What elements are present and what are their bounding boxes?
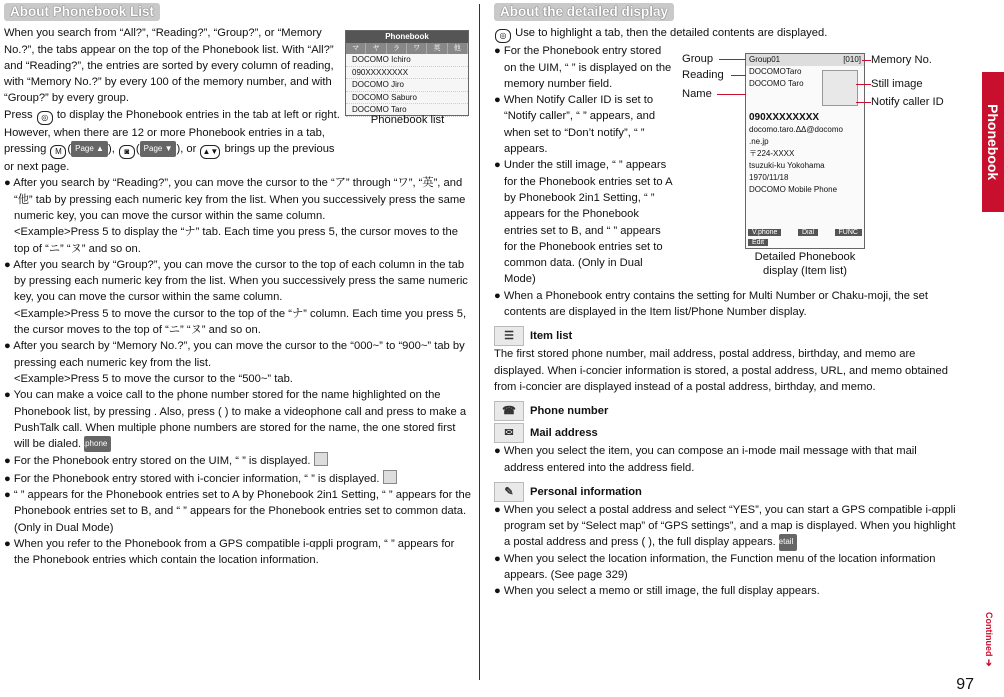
phone-icon: ☎ [494,401,524,421]
list-item: DOCOMO Taro [346,104,468,117]
detailed-display-caption: Detailed Phonebook display (Item list) [754,251,856,277]
label-memory-no: Memory No. [871,54,932,66]
bullet-postal: ● When you select a postal address and select “YES”, you can start a GPS compatible i-αppli program set by “Select map” of “GPS settings”, and a map is displayed. When you highlight a postal address and press ( ), the full display appears. Detail [494,502,956,551]
mail-address-heading: ✉ Mail address [494,423,956,443]
chapter-tab: Phonebook [982,72,1004,212]
list-item: DOCOMO Jiro [346,79,468,92]
screen-title: Phonebook [346,31,468,43]
item-list-text: The first stored phone number, mail address, postal address, birthday, and memo are displayed. When i-concier information is stored, a postal address, URL, and memo obtained from i-concier are displayed instead of a postal address, birthday, and memo. [494,348,948,393]
screen-tabs [346,43,468,54]
label-notify-caller: Notify caller ID [871,96,944,108]
bullet-location: ● When you select the location information, the Function menu of the location information appears. (See page 329) [494,552,936,582]
item-list-heading: ☰ Item list [494,326,956,346]
screen-tab: ワ [407,43,427,54]
softkey-mid: Dial [798,229,818,236]
address-field: tsuzuki-ku Yokohama [749,161,825,170]
bullet-memory: ● After you search by “Memory No.?”, you can move the cursor to the “000~” to “900~” tab by pressing each numeric key from the list. [4,340,465,369]
personal-info-heading: ✎ Personal information [494,482,956,502]
phone-number-heading: ☎ Phone number [494,401,956,421]
bullet-2in1-detail: ● Under the still image, “ ” appears for the Phonebook entries set to A by Phonebook 2in1 Setting, “ ” appears for the Phonebook entries set to B, and “ ” appears for the Phonebook entries set to common data. (Only in Dual Mode) [494,159,672,286]
softkey-page-up: Page ▲ [71,141,108,157]
camera-key-icon: ◙ [119,145,135,159]
label-name: Name [682,88,712,100]
memo-field: DOCOMO Mobile Phone [749,185,838,194]
leader-line [862,60,871,61]
memo-icon: ✎ [494,482,524,502]
screen-tab: マ [346,43,366,54]
label-group: Group [682,53,714,65]
softkey-page-down: Page ▼ [140,141,177,157]
bullet-multi-number: ● When a Phonebook entry contains the setting for Multi Number or Chaku-moji, the set contents are displayed in the Item list/Phone Number display. [494,289,928,319]
softkey-detail: Detail [779,534,797,550]
list-icon: ☰ [494,326,524,346]
right-intro: ◎ Use to highlight a tab, then the detailed contents are displayed. [494,25,956,43]
mail-field: docomo.taro.ΔΔ@docomo [749,125,843,134]
screen-tab: ヤ [366,43,386,54]
iconcier-icon [383,470,397,484]
mail-icon: ✉ [494,423,524,443]
list-item: DOCOMO Ichiro [346,54,468,67]
bullet-iconcier: ● For the Phonebook entry stored with i-concier information, “ ” is displayed. [4,470,472,487]
center-key-icon: ◎ [495,29,511,43]
still-image-avatar [822,70,858,106]
bullet-voice-call: ● You can make a voice call to the phone number stored for the name highlighted on the Phonebook list, by pressing . Also, press ( ) to make a videophone call and press to make a PushTalk call. When multiple phone numbers are stored for the name, the one stored first will be dialed. V.phone [4,387,472,452]
example-reading: <Example>Press 5 to display the “ナ” tab. Each time you press 5, the cursor moves to the top of “ニ” “ヌ” and so on. [14,226,458,255]
number-field: 090XXXXXXXX [749,112,820,123]
group-field: Group01 [010] [746,54,864,66]
section-title-phonebook-list: About Phonebook List [4,3,160,21]
phonebook-list-screen [345,30,469,116]
screen-tab: 他 [448,43,468,54]
phonebook-list-caption: Phonebook list [370,114,445,126]
column-divider [479,4,480,680]
continued-marker: Continued ➔ [984,612,994,667]
softkey-bar-lower [748,239,862,246]
bullet-notify: ● When Notify Caller ID is set to “Notify caller”, “ ” appears, and when set to “Don’t notify”, “ ” appears. [494,94,656,156]
softkey-left: V.phone [748,229,781,236]
leader-line [717,94,746,95]
leader-line [731,75,746,76]
bullet-2in1: ● “ ” appears for the Phonebook entries set to A by Phonebook 2in1 Setting, “ ” appears for the Phonebook entries set to B, and “ ” appears for the Phonebook entries set to common data. (Only in Dual Mode) [4,489,471,534]
intro-paragraph: When you search from “All?”, “Reading?”, “Group?”, or “Memory No.?”, the tabs appear on the top of the Phonebook list. With “All?” and “Reading?”, the entries are sorted by every column of reading, with “Memory No.?” by every 100 of the memory number, and with “Group?” by every group. [4,27,334,105]
label-reading: Reading [682,69,724,81]
section-title-detailed-display: About the detailed display [494,3,674,21]
softkey-right: FUNC [835,229,862,236]
detailed-phonebook-screen [745,53,865,249]
center-key-icon: ◎ [37,111,53,125]
screen-tab: 英 [427,43,447,54]
leader-line [856,84,871,85]
page-number: 97 [956,676,974,693]
bullet-reading: ● After you search by “Reading?”, you can move the cursor to the “ア” through “ワ”, “英”, and “他” tab by pressing each numeric key from the list. When you successively press the same numeric key, you can move the cursor within the same column. [4,177,466,222]
birthday-field: 1970/11/18 [749,173,789,182]
example-group: <Example>Press 5 to move the cursor to the top of the “ナ” column. Each time you press 5, the cursor moves to the top of “ニ” “ヌ” and so on. [14,307,467,337]
zip-field: 〒224-XXXX [749,149,795,158]
bullet-uim-detail: ● For the Phonebook entry stored on the UIM, “ ” is displayed on the memory number field. [494,45,672,90]
bullet-gps: ● When you refer to the Phonebook from a GPS compatible i-αppli program, “ ” appears for the Phonebook entries which contain the location information. [4,537,455,567]
uim-icon [314,452,328,466]
softkey-edit: Edit [748,239,768,246]
up-down-key-icon: ▲▼ [200,145,220,159]
screen-tab: ラ [387,43,407,54]
mail-field-cont: .ne.jp [749,137,769,146]
name-field: DOCOMO Taro [749,79,804,88]
label-still-image: Still image [871,78,923,90]
softkey-vphone: V.phone [84,436,111,452]
leader-line [719,59,746,60]
bullet-uim: ● For the Phonebook entry stored on the UIM, “ ” is displayed. [4,452,472,469]
bullet-mail: ● When you select the item, you can compose an i-mode mail message with that mail address entered into the address field. [494,445,917,474]
reading-field: DOCOMOTaro [749,67,802,76]
bullet-memo: ● When you select a memo or still image, the full display appears. [494,585,820,598]
leader-line [856,102,871,103]
list-item: DOCOMO Saburo [346,92,468,105]
list-item: 090XXXXXXXX [346,67,468,80]
press-paragraph: Press ◎ to display the Phonebook entries in the tab at left or right. However, when there are 12 or more Phonebook entries in a tab, pressing M ( Page ▲ ), ◙ ( Page ▼ ), or ▲▼ brings up the previous or next page. [4,108,340,174]
bullet-group: ● After you search by “Group?”, you can move the cursor to the top of each column in the tab by pressing each numeric key from the list. When you successively press the same numeric key, you can move the cursor within the same column. [4,258,468,304]
menu-key-icon: M [50,145,66,159]
example-memory: <Example>Press 5 to move the cursor to the “500~” tab. [14,372,293,385]
softkey-bar [748,229,862,236]
